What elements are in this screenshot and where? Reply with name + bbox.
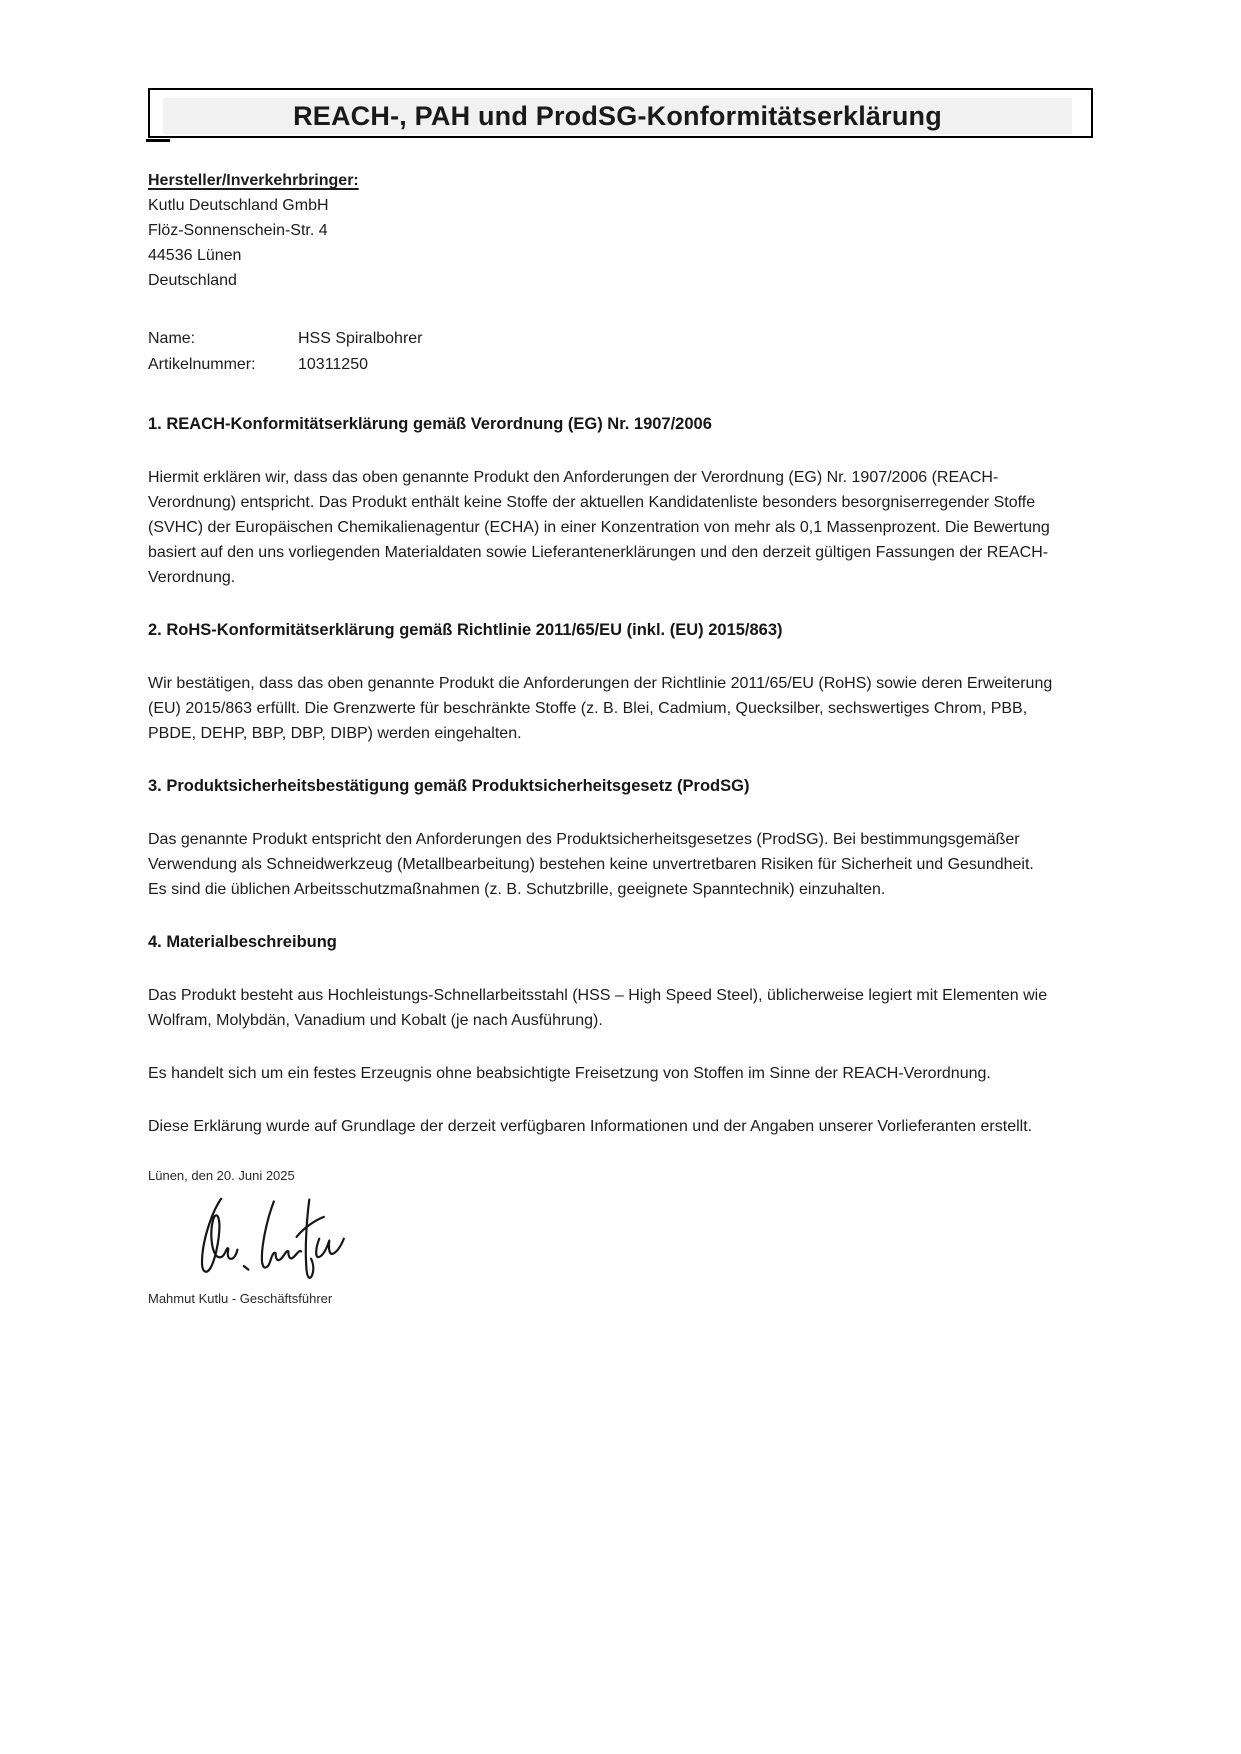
section-heading: 1. REACH-Konformitätserklärung gemäß Verordnung (EG) Nr. 1907/2006 xyxy=(148,415,712,433)
manufacturer-line: Flöz-Sonnenschein-Str. 4 xyxy=(148,222,328,239)
section-paragraph: Das genannte Produkt entspricht den Anforderungen des Produktsicherheitsgesetzes (ProdSG). Bei bestimmungsgemäßer Verwendung als Schneidwerkzeug (Metallbearbeitung) bestehen keine unvertretbaren Risiken für Sicherheit und Gesundheit. Es sind die üblichen Arbeitsschutzmaßnahmen (z. B. Schutzbrille, geeignete Spanntechnik) einzuhalten. xyxy=(148,831,1034,898)
section-paragraph: Wir bestätigen, dass das oben genannte Produkt die Anforderungen der Richtlinie 2011/65/EU (RoHS) sowie deren Erweiterung (EU) 2015/863 erfüllt. Die Grenzwerte für beschränkte Stoffe (z. B. Blei, Cadmium, Quecksilber, sechswertiges Chrom, PBB, PBDE, DEHP, BBP, DBP, DIBP) werden eingehalten. xyxy=(148,675,1053,742)
signature-block xyxy=(148,1167,1093,1307)
article-number-value: 10311250 xyxy=(298,356,368,373)
product-article-row xyxy=(148,352,1093,378)
manufacturer-block xyxy=(148,168,1093,293)
product-name-value: HSS Spiralbohrer xyxy=(298,330,423,347)
manufacturer-line: 44536 Lünen xyxy=(148,247,242,264)
title-band xyxy=(163,98,1072,134)
page-title: REACH-, PAH und ProdSG-Konformitätserklärung xyxy=(293,100,942,131)
section-heading: 3. Produktsicherheitsbestätigung gemäß Produktsicherheitsgesetz (ProdSG) xyxy=(148,777,750,795)
section-rohs xyxy=(148,618,1093,746)
section-heading: 2. RoHS-Konformitätserklärung gemäß Richtlinie 2011/65/EU (inkl. (EU) 2015/863) xyxy=(148,621,783,639)
section-heading: 4. Materialbeschreibung xyxy=(148,933,337,951)
place-date-line: Lünen, den 20. Juni 2025 xyxy=(148,1168,295,1183)
section-material xyxy=(148,930,1093,1139)
signer-line: Mahmut Kutlu - Geschäftsführer xyxy=(148,1291,333,1306)
title-box xyxy=(148,88,1093,138)
manufacturer-heading: Hersteller/Inverkehrbringer: xyxy=(148,172,359,189)
manufacturer-line: Deutschland xyxy=(148,272,237,289)
handwritten-signature-image xyxy=(162,1186,362,1286)
section-paragraph: Diese Erklärung wurde auf Grundlage der derzeit verfügbaren Informationen und der Angaben unserer Vorlieferanten erstellt. xyxy=(148,1118,1033,1135)
article-number-label: Artikelnummer: xyxy=(148,356,256,373)
section-paragraph: Es handelt sich um ein festes Erzeugnis ohne beabsichtigte Freisetzung von Stoffen im Sinne der REACH-Verordnung. xyxy=(148,1065,991,1082)
section-reach xyxy=(148,412,1093,590)
section-paragraph: Hiermit erklären wir, dass das oben genannte Produkt den Anforderungen der Verordnung (EG) Nr. 1907/2006 (REACH-Verordnung) entspricht. Das Produkt enthält keine Stoffe der aktuellen Kandidatenliste besonders besorgniserregender Stoffe (SVHC) der Europäischen Chemikalienagentur (ECHA) in einer Konzentration von mehr als 0,1 Massenprozent. Die Bewertung basiert auf den uns vorliegenden Materialdaten sowie Lieferantenerklärungen und den derzeit gültigen Fassungen der REACH-Verordnung. xyxy=(148,469,1050,586)
section-prodsg xyxy=(148,774,1093,902)
product-name-label: Name: xyxy=(148,330,196,347)
manufacturer-line: Kutlu Deutschland GmbH xyxy=(148,197,329,214)
section-paragraph: Das Produkt besteht aus Hochleistungs-Schnellarbeitsstahl (HSS – High Speed Steel), üblicherweise legiert mit Elementen wie Wolfram, Molybdän, Vanadium und Kobalt (je nach Ausführung). xyxy=(148,987,1048,1029)
product-name-row xyxy=(148,326,1093,352)
product-block xyxy=(148,326,1093,378)
